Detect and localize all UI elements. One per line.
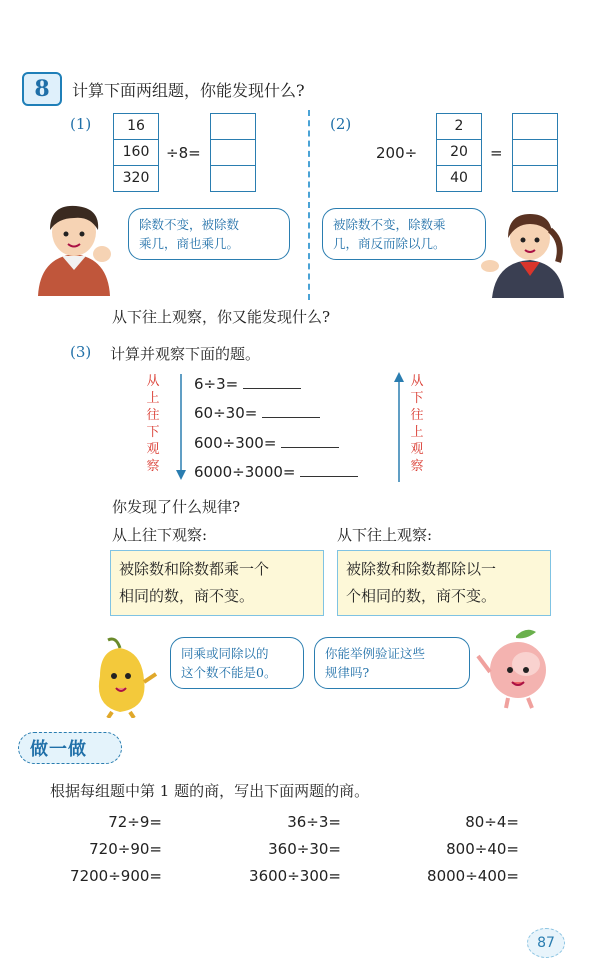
- down-observe-heading: 从上往下观察:: [112, 526, 208, 544]
- label-char: 下: [146, 425, 160, 440]
- label-char: 观: [410, 442, 424, 457]
- label-char: 从: [146, 374, 160, 389]
- label-char: 往: [146, 408, 160, 423]
- answer-blank[interactable]: [300, 462, 358, 477]
- boy-speech-bubble: [128, 208, 290, 260]
- bottom-to-top-label: [410, 373, 424, 475]
- answer-cell[interactable]: [513, 166, 557, 191]
- bubble-line: 你能举例验证这些: [325, 646, 426, 661]
- problem-title: 计算下面两组题，你能发现什么?: [72, 81, 305, 100]
- answer-cell[interactable]: [211, 140, 255, 166]
- practice-problem: 36÷3=: [287, 813, 341, 831]
- bubble-line: 乘几，商也乘几。: [139, 236, 240, 251]
- practice-problem: 72÷9=: [108, 813, 162, 831]
- part1-dividend: 320: [122, 170, 150, 186]
- pear-speech-bubble: [170, 637, 304, 689]
- label-char: 观: [146, 442, 160, 457]
- bubble-line: 同乘或同除以的: [181, 646, 269, 661]
- label-char: 下: [410, 391, 424, 406]
- bubble-line: 几，商反而除以几。: [333, 236, 446, 251]
- answer-blank[interactable]: [262, 403, 320, 418]
- part1-dividend-column: [113, 113, 159, 192]
- rule-question: 你发现了什么规律?: [112, 498, 241, 516]
- part2-divisor: 20: [437, 140, 481, 166]
- part1-dividend: 160: [114, 140, 158, 166]
- peach-speech-bubble: [314, 637, 470, 689]
- practice-problem: 800÷40=: [446, 840, 519, 858]
- label-char: 从: [410, 374, 424, 389]
- rule-line: 相同的数，商不变。: [119, 587, 255, 605]
- equation-text: 600÷300=: [194, 434, 277, 452]
- part2-prefix: 200÷: [376, 144, 418, 162]
- bubble-line: 除数不变，被除数: [139, 217, 240, 232]
- practice-problem: 360÷30=: [268, 840, 341, 858]
- part3-title: 计算并观察下面的题。: [110, 345, 261, 363]
- label-char: 察: [146, 459, 160, 474]
- label-char: 察: [410, 459, 424, 474]
- practice-problem: 8000÷400=: [427, 867, 519, 885]
- label-char: 往: [410, 408, 424, 423]
- label-char: 上: [146, 391, 160, 406]
- rule-line: 个相同的数，商不变。: [346, 587, 497, 605]
- bubble-line: 这个数不能是0。: [181, 665, 277, 680]
- boy-illustration: [28, 196, 120, 296]
- part3-label: (3): [70, 343, 92, 361]
- girl-illustration: [478, 206, 568, 298]
- practice-badge-label: 做一做: [30, 739, 87, 760]
- practice-instruction: 根据每组题中第 1 题的商，写出下面两题的商。: [50, 782, 370, 800]
- rule-line: 被除数和除数都乘一个: [119, 560, 270, 578]
- equation-row: [194, 462, 358, 481]
- answer-blank[interactable]: [243, 374, 301, 389]
- part2-answer-column[interactable]: [512, 113, 558, 192]
- page-number: 87: [527, 928, 565, 958]
- part2-equals: =: [490, 144, 503, 162]
- up-arrow-icon: [393, 372, 405, 482]
- part2-divisor-column: [436, 113, 482, 192]
- practice-problem: 7200÷900=: [70, 867, 162, 885]
- peach-character-illustration: [476, 626, 560, 710]
- problem-number-badge: 8: [22, 72, 62, 106]
- answer-cell[interactable]: [211, 166, 255, 191]
- equation-row: [194, 433, 339, 452]
- practice-problem: 720÷90=: [89, 840, 162, 858]
- equation-text: 6000÷3000=: [194, 463, 296, 481]
- answer-cell[interactable]: [211, 114, 255, 140]
- part1-answer-column[interactable]: [210, 113, 256, 192]
- practice-problem: 80÷4=: [465, 813, 519, 831]
- answer-blank[interactable]: [281, 433, 339, 448]
- down-arrow-icon: [175, 374, 187, 482]
- label-char: 上: [410, 425, 424, 440]
- down-rule-box: [110, 550, 324, 616]
- practice-problem: 3600÷300=: [249, 867, 341, 885]
- equation-text: 6÷3=: [194, 375, 239, 393]
- part2-divisor: 40: [450, 170, 468, 186]
- section-divider: [308, 110, 310, 300]
- equation-text: 60÷30=: [194, 404, 258, 422]
- bubble-line: 规律吗?: [325, 665, 370, 680]
- part1-dividend: 16: [114, 114, 158, 140]
- part1-label: (1): [70, 115, 92, 133]
- equation-row: [194, 403, 320, 422]
- top-to-bottom-label: [146, 373, 160, 475]
- answer-cell[interactable]: [513, 114, 557, 140]
- equation-row: [194, 374, 301, 393]
- answer-cell[interactable]: [513, 140, 557, 166]
- up-rule-box: [337, 550, 551, 616]
- pear-character-illustration: [86, 636, 158, 718]
- bubble-line: 被除数不变，除数乘: [333, 217, 446, 232]
- girl-speech-bubble: [322, 208, 486, 260]
- part2-label: (2): [330, 115, 352, 133]
- part2-divisor: 2: [437, 114, 481, 140]
- up-observe-heading: 从下往上观察:: [337, 526, 433, 544]
- part1-operator: ÷8=: [166, 144, 201, 162]
- observe-up-question: 从下往上观察，你又能发现什么?: [112, 308, 331, 326]
- rule-line: 被除数和除数都除以一: [346, 560, 497, 578]
